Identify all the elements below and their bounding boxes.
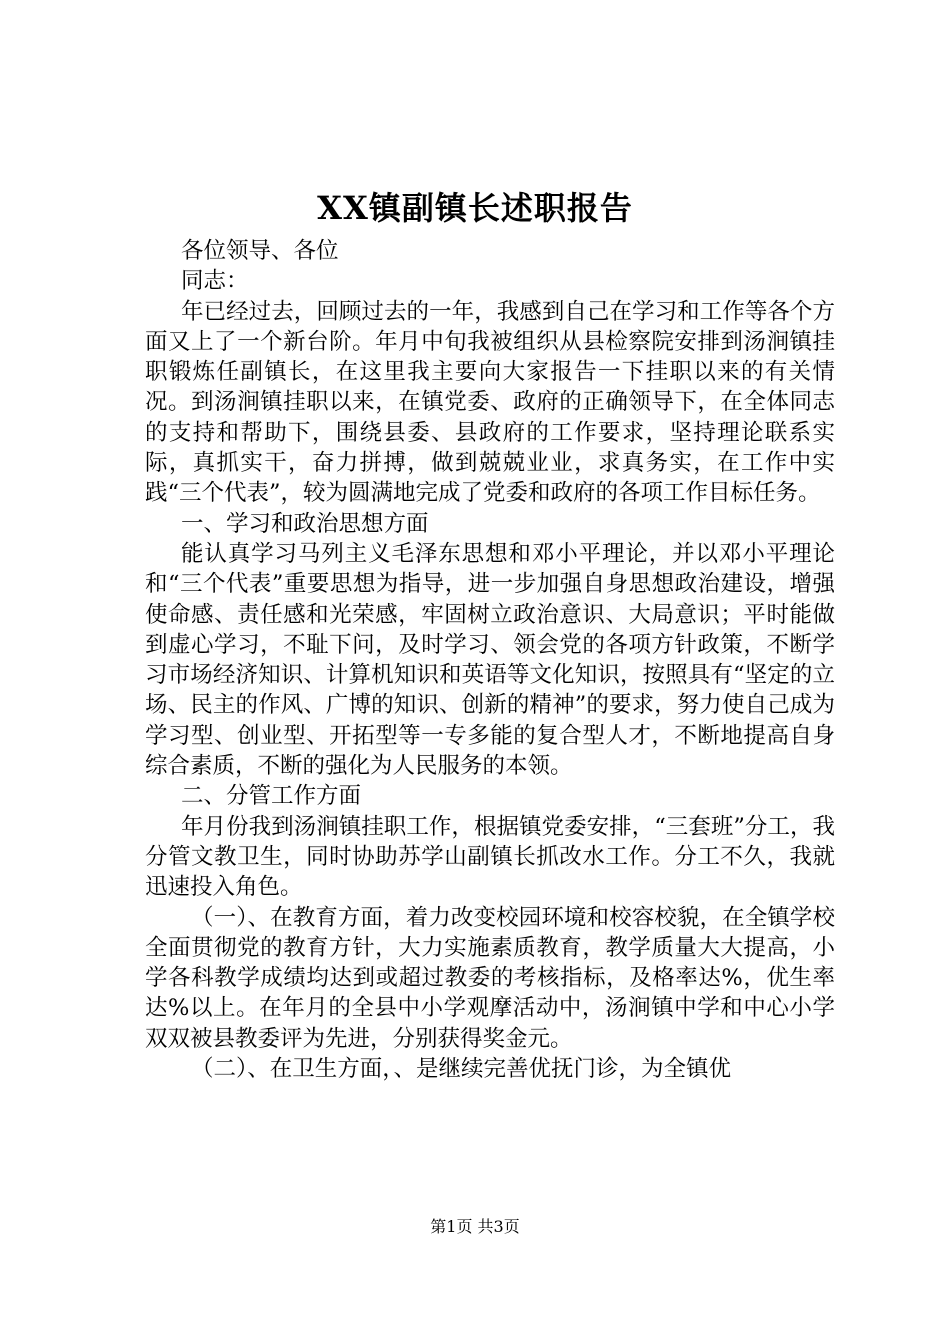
page-number-footer: 第1页 共3页 — [430, 1217, 520, 1236]
section-heading-duties: 二、分管工作方面 — [181, 783, 362, 810]
document-body — [145, 236, 835, 1084]
paragraph-education: （一）、在教育方面，着力改变校园环境和校容校貌，在全镇学校全面贯彻党的教育方针，大力实施素质教育，教学质量大大提高，小学各科教学成绩均达到或超过教委的考核指标，及格率达%，优生率达%以上。在年月的全县中小学观摩活动中，汤涧镇中学和中心小学双双被县教委评为先进，分别获得奖金元。 — [145, 904, 835, 1052]
salutation-line: 同志： — [181, 268, 249, 295]
document-title: XX镇副镇长述职报告 — [317, 189, 633, 227]
paragraph-assignment: 年月份我到汤涧镇挂职工作，根据镇党委安排，“三套班”分工，我分管文教卫生，同时协助苏学山副镇长抓改水工作。分工不久，我就迅速投入角色。 — [145, 813, 835, 901]
paragraph-intro: 年已经过去，回顾过去的一年，我感到自己在学习和工作等各个方面又上了一个新台阶。年月中旬我被组织从县检察院安排到汤涧镇挂职锻炼任副镇长，在这里我主要向大家报告一下挂职以来的有关情况。到汤涧镇挂职以来，在镇党委、政府的正确领导下，在全体同志的支持和帮助下，围绕县委、县政府的工作要求，坚持理论联系实际，真抓实干，奋力拼搏，做到兢兢业业，求真务实，在工作中实践“三个代表”，较为圆满地完成了党委和政府的各项工作目标任务。 — [145, 298, 835, 507]
paragraph-study: 能认真学习马列主义毛泽东思想和邓小平理论，并以邓小平理论和“三个代表”重要思想为指导，进一步加强自身思想政治建设，增强使命感、责任感和光荣感，牢固树立政治意识、大局意识；平时能做到虚心学习，不耻下问，及时学习、领会党的各项方针政策，不断学习市场经济知识、计算机知识和英语等文化知识，按照具有“坚定的立场、民主的作风、广博的知识、创新的精神”的要求，努力使自己成为学习型、创业型、开拓型等一专多能的复合型人才，不断地提高自身综合素质，不断的强化为人民服务的本领。 — [145, 540, 835, 780]
salutation-line: 各位领导、各位 — [181, 238, 339, 264]
section-heading-study: 一、学习和政治思想方面 — [181, 510, 429, 537]
paragraph-health: （二）、在卫生方面，、是继续完善优抚门诊，为全镇优 — [191, 1056, 732, 1083]
